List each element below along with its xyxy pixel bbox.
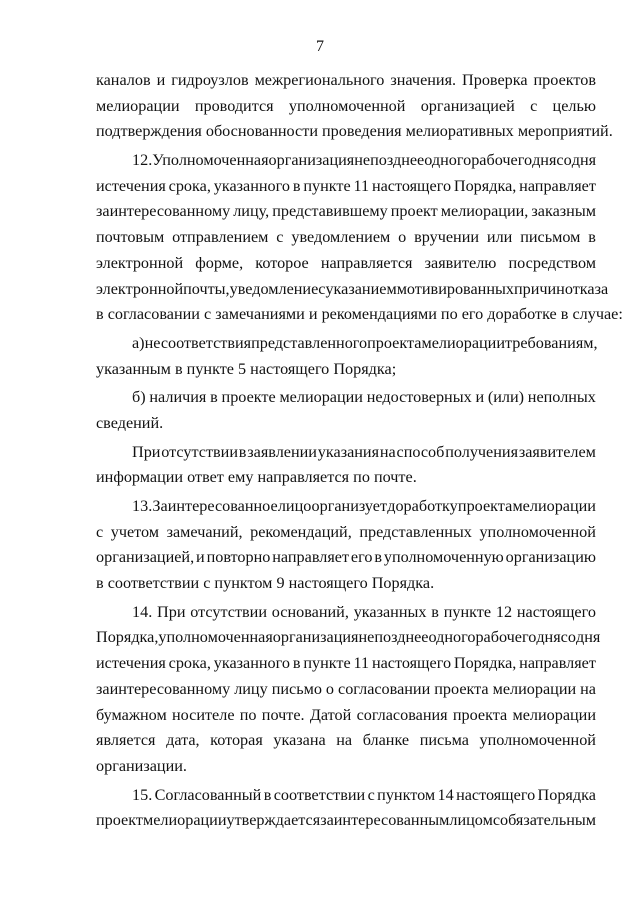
paragraph (96, 440, 596, 491)
text-line: в соответствии с пунктом 9 настоящего Порядка. (96, 574, 435, 593)
text-line: заинтересованному лицу письмо о согласовании проекта мелиорации на (96, 679, 596, 698)
text-line: бумажном носителе по почте. Датой согласования проекта мелиорации (96, 705, 596, 724)
text-line: сведений. (96, 413, 164, 432)
paragraph (96, 331, 596, 382)
text-line: информации ответ ему направляется по почте. (96, 468, 417, 487)
text-line: почтовым отправлением с уведомлением о вручении или письмом в (96, 228, 596, 247)
paragraph (96, 494, 596, 597)
text-line: заинтересованному лицу, представившему проект мелиорации, заказным (96, 202, 596, 221)
text-line: каналов и гидроузлов межрегионального значения. Проверка проектов (96, 71, 596, 89)
text-line: 13. Заинтересованное лицо организует доработку проекта мелиорации (132, 497, 596, 515)
paragraph (96, 783, 596, 834)
text-line: с учетом замечаний, рекомендаций, представленных уполномоченной (96, 522, 596, 541)
text-line: подтверждения обоснованности проведения мелиоративных мероприятий. (96, 122, 613, 141)
text-line: указанным в пункте 5 настоящего Порядка; (96, 359, 397, 378)
paragraph (96, 68, 613, 145)
text-line: электронной форме, которое направляется заявителю посредством (96, 253, 596, 272)
paragraph (96, 148, 623, 328)
text-line: организацией, и повторно направляет его в уполномоченную организацию (96, 548, 596, 567)
text-line: б) наличия в проекте мелиорации недостоверных и (или) неполных (132, 388, 596, 407)
text-line: в согласовании с замечаниями и рекомендациями по его доработке в случае: (96, 305, 623, 324)
text-line: 12. Уполномоченная организация не позднее одного рабочего дня со дня (132, 151, 597, 170)
text-line: мелиорации проводится уполномоченной организацией с целью (96, 96, 596, 115)
paragraph (96, 385, 596, 436)
text-line: электронной почты, уведомление с указанием мотивированных причин отказа (96, 279, 609, 298)
text-line: Порядка, уполномоченная организация не позднее одного рабочего дня со дня (96, 628, 601, 647)
paragraph (96, 600, 601, 780)
text-line: 14. При отсутствии оснований, указанных в пункте 12 настоящего (132, 602, 596, 621)
text-line: является дата, которая указана на бланке письма уполномоченной (96, 731, 596, 750)
text-line: а) несоответствия представленного проекта мелиорации требованиям, (132, 333, 598, 352)
document-body (96, 68, 623, 834)
text-line: организации. (96, 756, 187, 775)
text-line: истечения срока, указанного в пункте 11 настоящего Порядка, направляет (96, 654, 596, 673)
text-line: При отсутствии в заявлении указания на способ получения заявителем (132, 442, 596, 461)
page-number: 7 (316, 38, 324, 55)
text-line: 15. Согласованный в соответствии с пунктом 14 настоящего Порядка (132, 785, 596, 804)
text-line: истечения срока, указанного в пункте 11 настоящего Порядка, направляет (96, 176, 596, 195)
text-line: проект мелиорации утверждается заинтересованным лицом с обязательным (96, 811, 597, 830)
